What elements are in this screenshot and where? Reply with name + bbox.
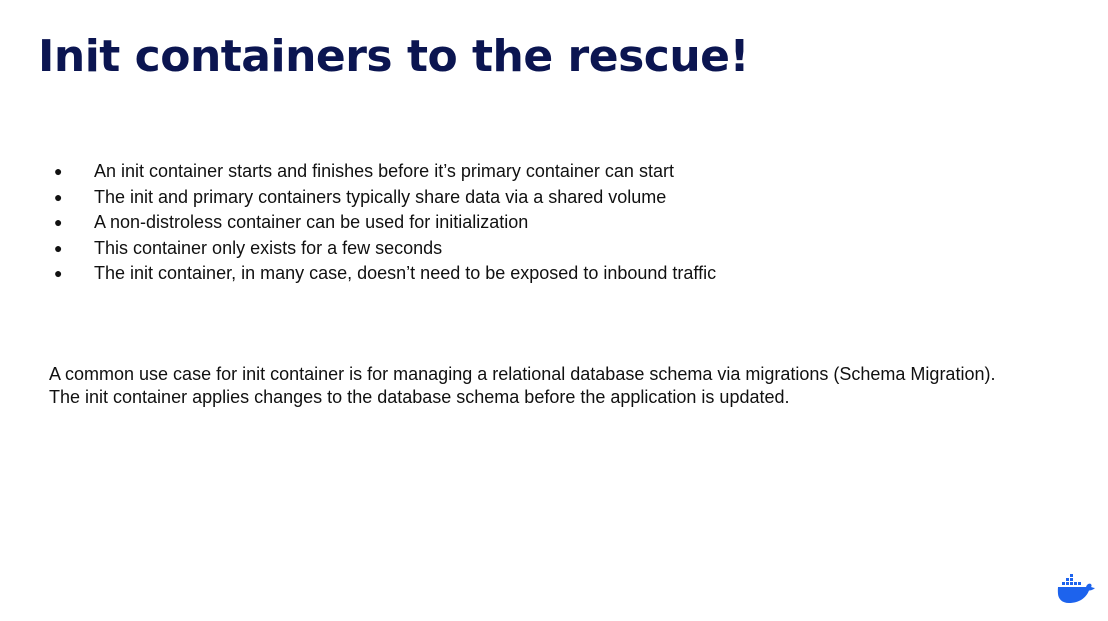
bullet-icon: ● (54, 188, 63, 205)
bullet-icon: ● (54, 214, 63, 230)
docker-whale-icon (1056, 572, 1096, 606)
bullet-text: This container only exists for a few seconds (94, 237, 443, 258)
bullet-text: A non-distroless container can be used for initialization (94, 212, 529, 232)
bullet-icon: ● (54, 265, 63, 281)
bullet-icon: ● (54, 163, 63, 179)
bullet-icon: ● (54, 239, 63, 256)
bullet-text: An init container starts and finishes before it’s primary container can start (94, 161, 674, 181)
paragraph-line-2: The init container applies changes to the database schema before the application is updated. (49, 387, 790, 407)
paragraph-line-1: A common use case for init container is for managing a relational database schema via migrations (Schema Migration). (49, 364, 996, 384)
slide-title: Init containers to the rescue! (38, 31, 750, 82)
use-case-paragraph (49, 363, 995, 409)
bullet-text: The init and primary containers typically share data via a shared volume (94, 186, 667, 207)
bullet-text: The init container, in many case, doesn’t need to be exposed to inbound traffic (94, 263, 717, 283)
